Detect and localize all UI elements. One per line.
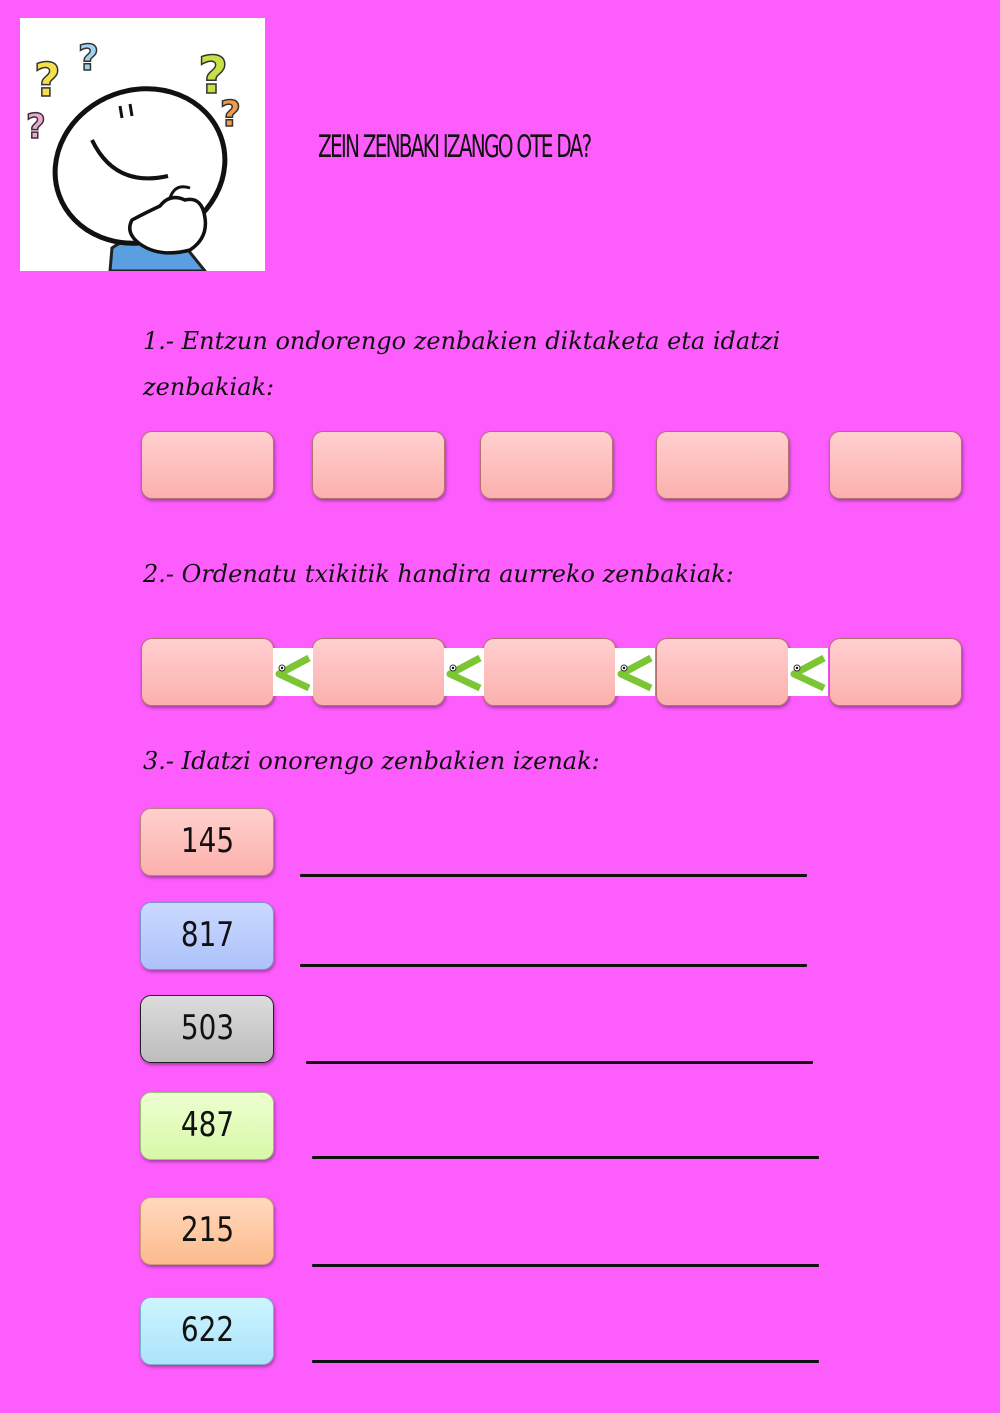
number-value: 622	[180, 1310, 234, 1350]
crocodile-less-than-icon	[444, 648, 484, 696]
number-value: 145	[180, 821, 234, 861]
number-value: 503	[180, 1008, 234, 1048]
crocodile-less-than-icon	[615, 648, 655, 696]
svg-text:?: ?	[198, 46, 229, 106]
order-box-3[interactable]	[483, 638, 616, 706]
answer-box-5[interactable]	[829, 431, 962, 499]
number-value: 817	[180, 915, 234, 955]
answer-box-2[interactable]	[312, 431, 445, 499]
exercise-3-instruction: 3.- Idatzi onorengo zenbakien izenak:	[143, 747, 600, 775]
answer-box-1[interactable]	[141, 431, 274, 499]
answer-line-2[interactable]	[300, 964, 807, 967]
svg-text:?: ?	[78, 38, 99, 79]
thinking-face-with-question-marks-icon	[20, 18, 265, 271]
answer-line-3[interactable]	[306, 1061, 813, 1064]
answer-box-4[interactable]	[656, 431, 789, 499]
number-box-817	[140, 902, 274, 970]
svg-text:?: ?	[220, 94, 241, 135]
answer-line-1[interactable]	[300, 874, 807, 877]
page-title: ZEIN ZENBAKI IZANGO OTE DA?	[318, 129, 591, 165]
answer-line-6[interactable]	[312, 1360, 819, 1363]
order-box-5[interactable]	[829, 638, 962, 706]
number-box-215	[140, 1197, 274, 1265]
number-box-503	[140, 995, 274, 1063]
order-box-2[interactable]	[312, 638, 445, 706]
exercise-1-instruction-line-2: zenbakiak:	[143, 373, 275, 401]
order-box-1[interactable]	[141, 638, 274, 706]
crocodile-less-than-icon	[788, 648, 828, 696]
thinking-face-logo	[20, 18, 265, 271]
answer-box-3[interactable]	[480, 431, 613, 499]
number-box-145	[140, 808, 274, 876]
number-value: 487	[180, 1105, 234, 1145]
number-box-622	[140, 1297, 274, 1365]
svg-text:?: ?	[26, 107, 46, 147]
answer-line-5[interactable]	[312, 1264, 819, 1267]
number-box-487	[140, 1092, 274, 1160]
svg-text:?: ?	[34, 53, 61, 107]
answer-line-4[interactable]	[312, 1156, 819, 1159]
crocodile-less-than-icon	[273, 648, 313, 696]
order-box-4[interactable]	[656, 638, 789, 706]
number-value: 215	[180, 1210, 234, 1250]
exercise-2-instruction: 2.- Ordenatu txikitik handira aurreko zenbakiak:	[143, 560, 734, 588]
exercise-1-instruction-line-1: 1.- Entzun ondorengo zenbakien diktaketa eta idatzi	[143, 327, 781, 355]
